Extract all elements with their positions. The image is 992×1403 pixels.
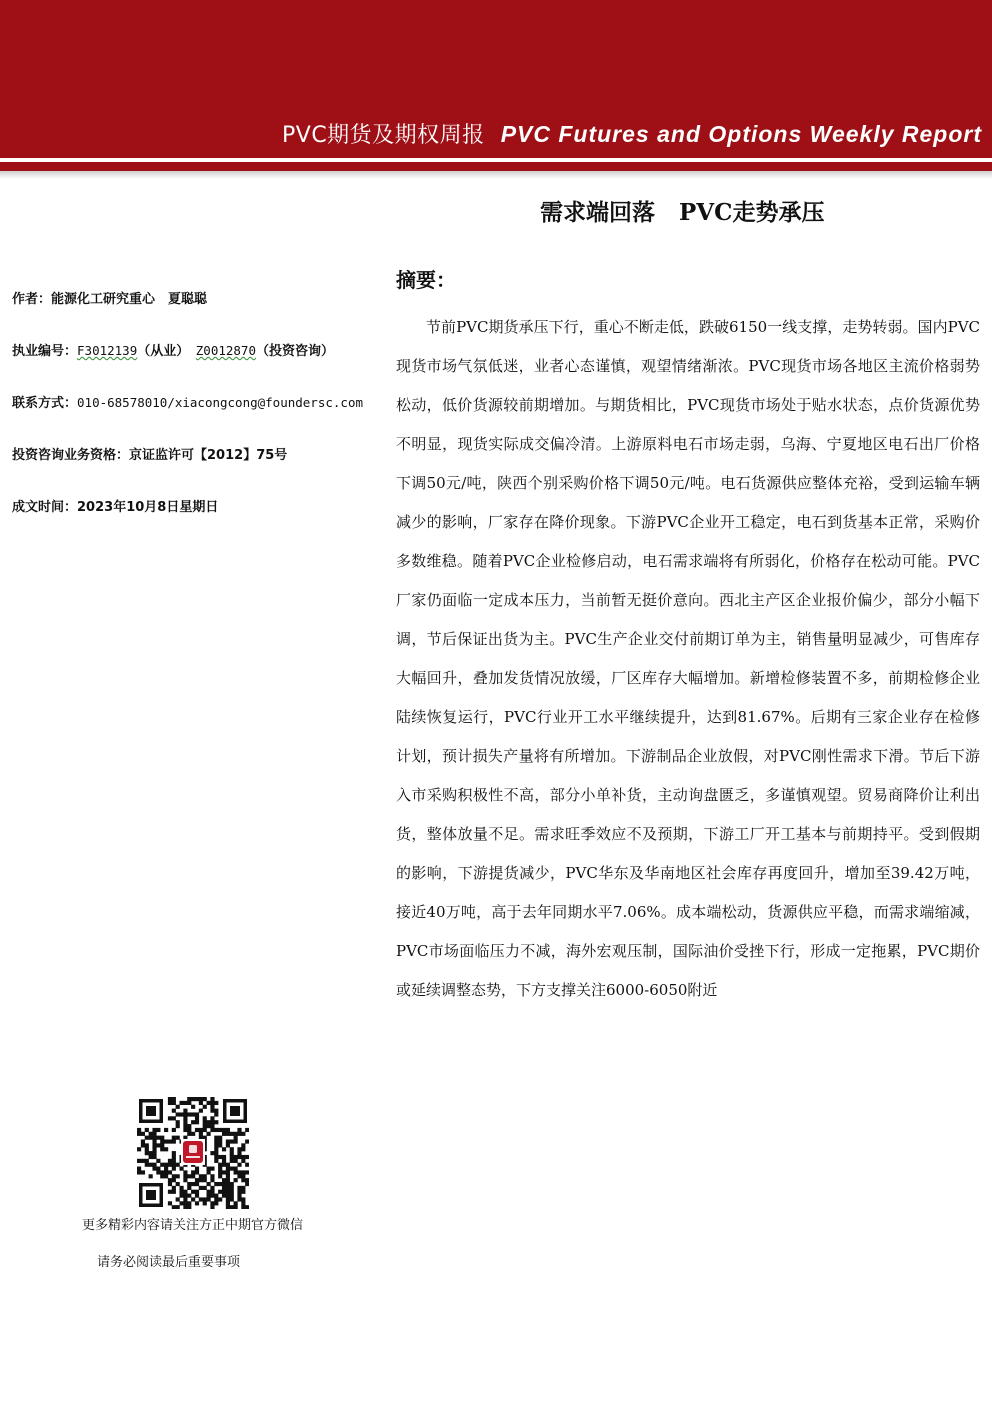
header-divider-bar: [0, 162, 992, 171]
headline-part-1: 需求端回落: [540, 199, 655, 226]
date-label: 成文时间：: [12, 500, 78, 515]
contact-value[interactable]: 010-68578010/xiacongcong@foundersc.com: [77, 395, 363, 410]
license-line: [12, 340, 334, 359]
wechat-qr-code[interactable]: [137, 1097, 249, 1209]
report-title-cn: PVC期货及期权周报: [282, 123, 485, 148]
qualification-value: 京证监许可【2012】75号: [129, 448, 288, 463]
qr-caption: 更多精彩内容请关注方正中期官方微信: [82, 1218, 304, 1233]
author-label: 作者：: [12, 292, 52, 307]
license-note-1: （从业）: [137, 344, 183, 359]
header-divider-shadow: [0, 171, 992, 179]
license-id-2: Z0012870: [195, 343, 256, 358]
qualification-line: [12, 444, 287, 463]
contact-line: [12, 392, 363, 411]
license-note-2: （投资咨询）: [255, 344, 334, 359]
license-label: 执业编号：: [12, 344, 78, 359]
headline-part-2: PVC走势承压: [679, 199, 825, 226]
author-line: [12, 288, 207, 307]
summary-heading: 摘要：: [396, 268, 456, 292]
article-headline: [540, 194, 824, 227]
important-notice: 请务必阅读最后重要事项: [97, 1255, 241, 1270]
author-value: 能源化工研究重心 夏聪聪: [51, 292, 208, 307]
report-title: [282, 118, 982, 152]
contact-label: 联系方式：: [12, 396, 78, 411]
report-title-en: PVC Futures and Options Weekly Report: [500, 121, 982, 147]
qualification-label: 投资咨询业务资格：: [12, 448, 130, 463]
date-line: [12, 496, 218, 515]
license-id-1: F3012139: [77, 343, 138, 358]
summary-body: 节前PVC期货承压下行，重心不断走低，跌破6150一线支撑，走势转弱。国内PVC现货市场气氛低迷，业者心态谨慎，观望情绪渐浓。PVC现货市场各地区主流价格弱势松动，低价货源较前期增加。与期货相比，PVC现货市场处于贴水状态，点价货源优势不明显，现货实际成交偏冷清。上游原料电石市场走弱，乌海、宁夏地区电石出厂价格下调50元/吨，陕西个别采购价格下调50元/吨。电石货源供应整体充裕，受到运输车辆减少的影响，厂家存在降价现象。下游PVC企业开工稳定，电石到货基本正常，采购价多数维稳。随着PVC企业检修启动，电石需求端将有所弱化，价格存在松动可能。PVC厂家仍面临一定成本压力，当前暂无挺价意向。西北主产区企业报价偏少，部分小幅下调，节后保证出货为主。PVC生产企业交付前期订单为主，销售量明显减少，可售库存大幅回升，叠加发货情况放缓，厂区库存大幅增加。新增检修装置不多，前期检修企业陆续恢复运行，PVC行业开工水平继续提升，达到81.67%。后期有三家企业存在检修计划，预计损失产量将有所增加。下游制品企业放假，对PVC刚性需求下滑。节后下游入市采购积极性不高，部分小单补货，主动询盘匮乏，多谨慎观望。贸易商降价让利出货，整体放量不足。需求旺季效应不及预期，下游工厂开工基本与前期持平。受到假期的影响，下游提货减少，PVC华东及华南地区社会库存再度回升，增加至39.42万吨，接近40万吨，高于去年同期水平7.06%。成本端松动，货源供应平稳，而需求端缩减，PVC市场面临压力不减，海外宏观压制，国际油价受挫下行，形成一定拖累，PVC期价或延续调整态势，下方支撑关注6000-6050附近: [396, 318, 980, 999]
date-value: 2023年10月8日星期日: [77, 500, 219, 515]
